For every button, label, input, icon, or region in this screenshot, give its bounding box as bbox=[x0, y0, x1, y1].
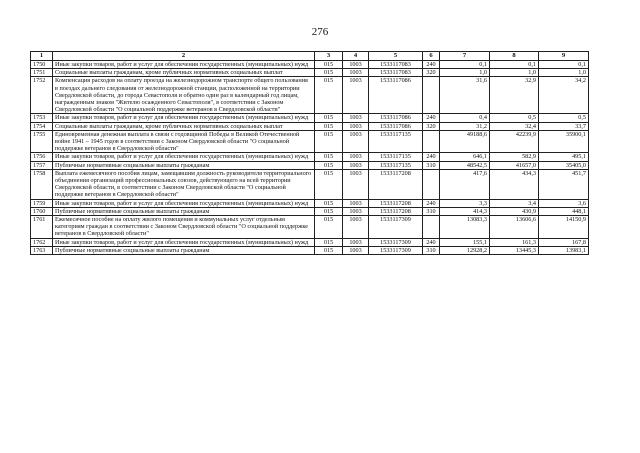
ministry-code-cell: 015 bbox=[315, 153, 343, 161]
amount-year3-cell: 451,7 bbox=[539, 169, 589, 199]
amount-year2-cell: 1,0 bbox=[490, 69, 539, 77]
section-code-cell: 1003 bbox=[343, 169, 369, 199]
amount-year3-cell: 167,8 bbox=[539, 238, 589, 246]
description-cell: Публичные нормативные социальные выплаты гражданам bbox=[53, 246, 315, 254]
amount-year3-cell: 0,5 bbox=[539, 114, 589, 122]
expense-type-cell: 310 bbox=[423, 246, 440, 254]
table-row bbox=[31, 61, 589, 69]
expense-type-cell: 310 bbox=[423, 161, 440, 169]
row-number-cell: 1757 bbox=[31, 161, 53, 169]
col-header-8: 8 bbox=[490, 52, 539, 61]
table-row bbox=[31, 161, 589, 169]
target-article-cell: 1533117309 bbox=[369, 238, 423, 246]
amount-year2-cell: 0,1 bbox=[490, 61, 539, 69]
ministry-code-cell: 015 bbox=[315, 169, 343, 199]
section-code-cell: 1003 bbox=[343, 130, 369, 153]
table-row bbox=[31, 69, 589, 77]
table-row bbox=[31, 199, 589, 207]
expense-type-cell bbox=[423, 169, 440, 199]
amount-year3-cell: 34,2 bbox=[539, 77, 589, 114]
amount-year2-cell: 161,3 bbox=[490, 238, 539, 246]
description-cell: Иные закупки товаров, работ и услуг для обеспечения государственных (муниципальных) нужд bbox=[53, 199, 315, 207]
amount-year2-cell: 430,9 bbox=[490, 207, 539, 215]
amount-year1-cell: 49188,6 bbox=[440, 130, 490, 153]
row-number-cell: 1752 bbox=[31, 77, 53, 114]
amount-year2-cell: 41657,0 bbox=[490, 161, 539, 169]
ministry-code-cell: 015 bbox=[315, 199, 343, 207]
description-cell: Иные закупки товаров, работ и услуг для обеспечения государственных (муниципальных) нужд bbox=[53, 153, 315, 161]
ministry-code-cell: 015 bbox=[315, 130, 343, 153]
amount-year2-cell: 3,4 bbox=[490, 199, 539, 207]
amount-year1-cell: 0,1 bbox=[440, 61, 490, 69]
ministry-code-cell: 015 bbox=[315, 77, 343, 114]
expense-type-cell: 320 bbox=[423, 122, 440, 130]
amount-year3-cell: 3,6 bbox=[539, 199, 589, 207]
table-row bbox=[31, 246, 589, 254]
expense-type-cell: 240 bbox=[423, 153, 440, 161]
target-article-cell: 1533117086 bbox=[369, 77, 423, 114]
expense-type-cell: 240 bbox=[423, 114, 440, 122]
amount-year1-cell: 414,3 bbox=[440, 207, 490, 215]
description-cell: Ежемесячное пособие на оплату жилого помещения и коммунальных услуг отдельным категориям граждан в соответствии с Законом Свердловской области "О социальной поддержке ветеранов в Свердловской области" bbox=[53, 216, 315, 239]
row-number-cell: 1762 bbox=[31, 238, 53, 246]
amount-year2-cell: 32,4 bbox=[490, 122, 539, 130]
table-row bbox=[31, 130, 589, 153]
amount-year3-cell: 495,1 bbox=[539, 153, 589, 161]
amount-year2-cell: 13445,3 bbox=[490, 246, 539, 254]
table-row bbox=[31, 77, 589, 114]
amount-year3-cell: 14150,9 bbox=[539, 216, 589, 239]
target-article-cell: 1533117309 bbox=[369, 216, 423, 239]
row-number-cell: 1760 bbox=[31, 207, 53, 215]
target-article-cell: 1533117135 bbox=[369, 161, 423, 169]
amount-year2-cell: 582,9 bbox=[490, 153, 539, 161]
col-header-2: 2 bbox=[53, 52, 315, 61]
target-article-cell: 1533117208 bbox=[369, 207, 423, 215]
description-cell: Иные закупки товаров, работ и услуг для обеспечения государственных (муниципальных) нужд bbox=[53, 61, 315, 69]
target-article-cell: 1533117135 bbox=[369, 130, 423, 153]
section-code-cell: 1003 bbox=[343, 153, 369, 161]
amount-year2-cell: 434,3 bbox=[490, 169, 539, 199]
expense-type-cell bbox=[423, 130, 440, 153]
amount-year3-cell: 1,0 bbox=[539, 69, 589, 77]
table-row bbox=[31, 114, 589, 122]
amount-year1-cell: 646,1 bbox=[440, 153, 490, 161]
ministry-code-cell: 015 bbox=[315, 216, 343, 239]
section-code-cell: 1003 bbox=[343, 69, 369, 77]
amount-year3-cell: 35405,0 bbox=[539, 161, 589, 169]
table-row bbox=[31, 207, 589, 215]
amount-year3-cell: 33,7 bbox=[539, 122, 589, 130]
amount-year2-cell: 0,5 bbox=[490, 114, 539, 122]
description-cell: Иные закупки товаров, работ и услуг для обеспечения государственных (муниципальных) нужд bbox=[53, 238, 315, 246]
section-code-cell: 1003 bbox=[343, 61, 369, 69]
row-number-cell: 1751 bbox=[31, 69, 53, 77]
amount-year2-cell: 13606,6 bbox=[490, 216, 539, 239]
target-article-cell: 1533117135 bbox=[369, 153, 423, 161]
ministry-code-cell: 015 bbox=[315, 246, 343, 254]
section-code-cell: 1003 bbox=[343, 161, 369, 169]
ministry-code-cell: 015 bbox=[315, 69, 343, 77]
table-row bbox=[31, 122, 589, 130]
amount-year1-cell: 12928,2 bbox=[440, 246, 490, 254]
col-header-1: 1 bbox=[31, 52, 53, 61]
amount-year1-cell: 0,4 bbox=[440, 114, 490, 122]
expense-type-cell bbox=[423, 77, 440, 114]
col-header-4: 4 bbox=[343, 52, 369, 61]
target-article-cell: 1533117086 bbox=[369, 122, 423, 130]
description-cell: Публичные нормативные социальные выплаты гражданам bbox=[53, 161, 315, 169]
amount-year2-cell: 32,9 bbox=[490, 77, 539, 114]
amount-year3-cell: 0,1 bbox=[539, 61, 589, 69]
header-row bbox=[31, 52, 589, 61]
amount-year2-cell: 42239,9 bbox=[490, 130, 539, 153]
description-cell: Социальные выплаты гражданам, кроме публичных нормативных социальных выплат bbox=[53, 122, 315, 130]
target-article-cell: 1533117086 bbox=[369, 114, 423, 122]
row-number-cell: 1758 bbox=[31, 169, 53, 199]
table-row bbox=[31, 238, 589, 246]
target-article-cell: 1533117208 bbox=[369, 169, 423, 199]
row-number-cell: 1759 bbox=[31, 199, 53, 207]
row-number-cell: 1761 bbox=[31, 216, 53, 239]
ministry-code-cell: 015 bbox=[315, 238, 343, 246]
description-cell: Выплата ежемесячного пособия лицам, замещавшим должность руководителя территориального объединения организаций профессиональных союзов, действующего на всей территории Свердловской области, в соответствии с Законом Свердловской области "О социальной поддержке ветеранов в Свердловской области" bbox=[53, 169, 315, 199]
target-article-cell: 1533117083 bbox=[369, 61, 423, 69]
ministry-code-cell: 015 bbox=[315, 207, 343, 215]
amount-year1-cell: 155,1 bbox=[440, 238, 490, 246]
page-number: 276 bbox=[311, 26, 329, 38]
table-row bbox=[31, 216, 589, 239]
section-code-cell: 1003 bbox=[343, 114, 369, 122]
expense-type-cell: 240 bbox=[423, 61, 440, 69]
col-header-3: 3 bbox=[315, 52, 343, 61]
row-number-cell: 1753 bbox=[31, 114, 53, 122]
amount-year1-cell: 3,3 bbox=[440, 199, 490, 207]
amount-year1-cell: 31,6 bbox=[440, 77, 490, 114]
row-number-cell: 1754 bbox=[31, 122, 53, 130]
col-header-7: 7 bbox=[440, 52, 490, 61]
table-row bbox=[31, 153, 589, 161]
ministry-code-cell: 015 bbox=[315, 61, 343, 69]
target-article-cell: 1533117083 bbox=[369, 69, 423, 77]
expense-type-cell: 240 bbox=[423, 199, 440, 207]
row-number-cell: 1756 bbox=[31, 153, 53, 161]
amount-year1-cell: 48542,5 bbox=[440, 161, 490, 169]
section-code-cell: 1003 bbox=[343, 238, 369, 246]
expense-type-cell: 320 bbox=[423, 69, 440, 77]
amount-year1-cell: 1,0 bbox=[440, 69, 490, 77]
amount-year3-cell: 13983,1 bbox=[539, 246, 589, 254]
section-code-cell: 1003 bbox=[343, 246, 369, 254]
expense-type-cell: 240 bbox=[423, 238, 440, 246]
section-code-cell: 1003 bbox=[343, 216, 369, 239]
description-cell: Компенсация расходов на оплату проезда на железнодорожном транспорте общего пользования в поездах дальнего следования от железнодорожной станции, расположенной на территории Свердловской области, до города Севастополя и обратно один раз в календарный год лицам, награжденным знаком "Жителю осажденного Севастополя", в соответствии с Законом Свердловской области "О социальной поддержке ветеранов в Свердловской области" bbox=[53, 77, 315, 114]
target-article-cell: 1533117208 bbox=[369, 199, 423, 207]
description-cell: Единовременная денежная выплата в связи с годовщиной Победы в Великой Отечественной войне 1941 – 1945 годов в соответствии с Законом Свердловской области "О социальной поддержке ветеранов в Свердловской области" bbox=[53, 130, 315, 153]
amount-year1-cell: 13083,3 bbox=[440, 216, 490, 239]
amount-year3-cell: 448,1 bbox=[539, 207, 589, 215]
row-number-cell: 1763 bbox=[31, 246, 53, 254]
target-article-cell: 1533117309 bbox=[369, 246, 423, 254]
ministry-code-cell: 015 bbox=[315, 122, 343, 130]
col-header-9: 9 bbox=[539, 52, 589, 61]
description-cell: Публичные нормативные социальные выплаты гражданам bbox=[53, 207, 315, 215]
section-code-cell: 1003 bbox=[343, 122, 369, 130]
section-code-cell: 1003 bbox=[343, 77, 369, 114]
row-number-cell: 1750 bbox=[31, 61, 53, 69]
description-cell: Социальные выплаты гражданам, кроме публичных нормативных социальных выплат bbox=[53, 69, 315, 77]
ministry-code-cell: 015 bbox=[315, 161, 343, 169]
expense-type-cell bbox=[423, 216, 440, 239]
section-code-cell: 1003 bbox=[343, 199, 369, 207]
col-header-6: 6 bbox=[423, 52, 440, 61]
amount-year1-cell: 417,6 bbox=[440, 169, 490, 199]
expense-type-cell: 310 bbox=[423, 207, 440, 215]
amount-year3-cell: 35900,1 bbox=[539, 130, 589, 153]
budget-table bbox=[30, 51, 589, 255]
ministry-code-cell: 015 bbox=[315, 114, 343, 122]
col-header-5: 5 bbox=[369, 52, 423, 61]
row-number-cell: 1755 bbox=[31, 130, 53, 153]
section-code-cell: 1003 bbox=[343, 207, 369, 215]
table-body bbox=[31, 61, 589, 255]
description-cell: Иные закупки товаров, работ и услуг для обеспечения государственных (муниципальных) нужд bbox=[53, 114, 315, 122]
amount-year1-cell: 31,2 bbox=[440, 122, 490, 130]
table-row bbox=[31, 169, 589, 199]
